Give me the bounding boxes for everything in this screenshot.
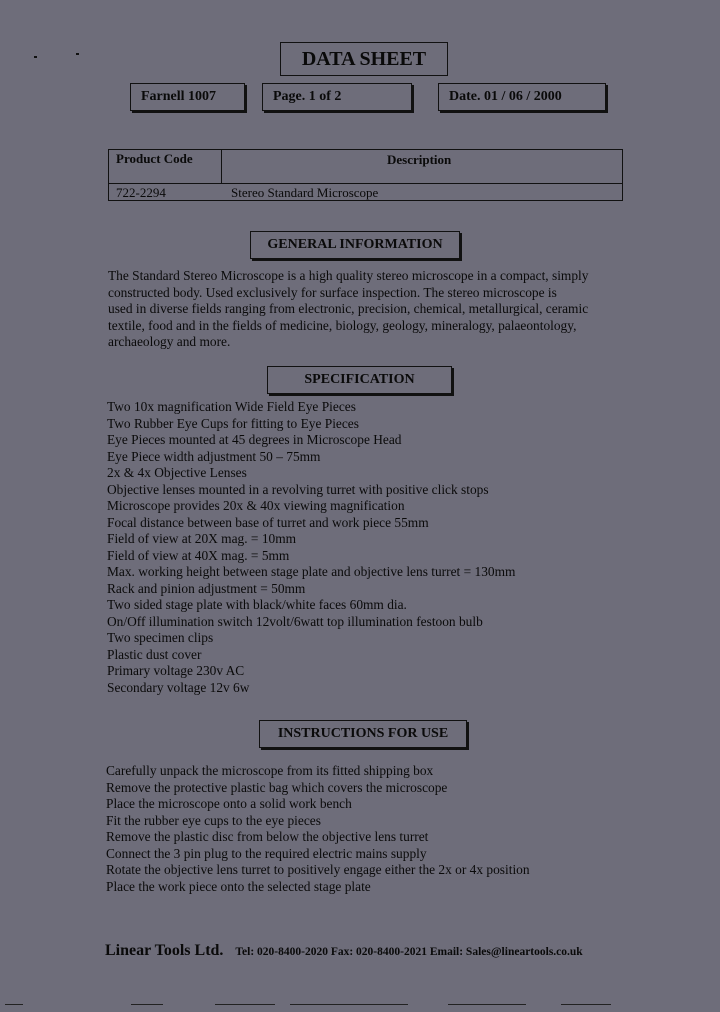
list-item: Secondary voltage 12v 6w bbox=[107, 679, 250, 695]
list-item: Eye Piece width adjustment 50 – 75mm bbox=[107, 448, 321, 464]
list-item: Primary voltage 230v AC bbox=[107, 663, 245, 678]
list-item: Max. working height between stage plate and objective lens turret = 130mm bbox=[107, 564, 516, 579]
list-item: 2x & 4x Objective Lenses bbox=[107, 465, 247, 480]
date-box: Date. 01 / 06 / 2000 bbox=[438, 83, 606, 111]
list-item: Carefully unpack the microscope from its fitted shipping box bbox=[106, 763, 434, 778]
specification-list bbox=[107, 399, 515, 696]
list-item: Rotate the objective lens turret to positively engage either the 2x or 4x position bbox=[106, 862, 530, 877]
scan-speck bbox=[76, 53, 79, 55]
footer-rule bbox=[131, 1004, 163, 1005]
table-column-divider bbox=[221, 150, 222, 183]
list-item: Place the microscope onto a solid work bench bbox=[106, 796, 352, 811]
description-header: Description bbox=[387, 152, 452, 167]
table-row-divider bbox=[109, 183, 622, 184]
footer-rule bbox=[215, 1004, 275, 1005]
product-code-cell: 722-2294 bbox=[116, 185, 166, 200]
list-item: Plastic dust cover bbox=[107, 646, 202, 662]
scan-speck bbox=[34, 56, 37, 58]
list-item: Place the work piece onto the selected stage plate bbox=[106, 878, 371, 894]
list-item: Objective lenses mounted in a revolving turret with positive click stops bbox=[107, 481, 489, 497]
text-line: used in diverse fields ranging from electronic, precision, chemical, metallurgical, ceramic bbox=[108, 301, 589, 316]
footer-rule bbox=[448, 1004, 526, 1005]
product-code-header: Product Code bbox=[116, 151, 193, 166]
footer-rule bbox=[290, 1004, 408, 1005]
list-item: Two 10x magnification Wide Field Eye Pieces bbox=[107, 399, 356, 414]
text-line: textile, food and in the fields of medicine, biology, geology, mineralogy, palaeontology, bbox=[108, 317, 577, 333]
footer bbox=[105, 942, 583, 960]
product-table bbox=[108, 149, 623, 201]
company-name: Linear Tools Ltd. bbox=[105, 942, 224, 959]
list-item: Rack and pinion adjustment = 50mm bbox=[107, 580, 306, 596]
list-item: Field of view at 40X mag. = 5mm bbox=[107, 547, 290, 563]
description-cell: Stereo Standard Microscope bbox=[231, 185, 379, 200]
list-item: Eye Pieces mounted at 45 degrees in Microscope Head bbox=[107, 432, 402, 447]
list-item: Remove the plastic disc from below the objective lens turret bbox=[106, 829, 429, 844]
list-item: Two Rubber Eye Cups for fitting to Eye Pieces bbox=[107, 415, 359, 431]
list-item: Microscope provides 20x & 40x viewing magnification bbox=[107, 498, 405, 513]
list-item: Two sided stage plate with black/white faces 60mm dia. bbox=[107, 597, 407, 612]
list-item: On/Off illumination switch 12volt/6watt top illumination festoon bulb bbox=[107, 613, 483, 629]
specification-heading: SPECIFICATION bbox=[267, 366, 452, 394]
text-line: archaeology and more. bbox=[108, 334, 231, 349]
text-line: The Standard Stereo Microscope is a high quality stereo microscope in a compact, simply bbox=[108, 268, 589, 283]
footer-rule bbox=[5, 1004, 23, 1005]
list-item: Focal distance between base of turret and work piece 55mm bbox=[107, 514, 429, 530]
contact-details: Tel: 020-8400-2020 Fax: 020-8400-2021 Email: Sales@lineartools.co.uk bbox=[235, 946, 583, 958]
instructions-heading: INSTRUCTIONS FOR USE bbox=[259, 720, 467, 748]
general-information-text bbox=[108, 268, 638, 351]
page-title: DATA SHEET bbox=[280, 42, 448, 76]
list-item: Remove the protective plastic bag which covers the microscope bbox=[106, 779, 448, 795]
text-line: constructed body. Used exclusively for surface inspection. The stereo microscope is bbox=[108, 284, 557, 300]
list-item: Fit the rubber eye cups to the eye pieces bbox=[106, 812, 321, 828]
footer-rule bbox=[561, 1004, 611, 1005]
reference-box: Farnell 1007 bbox=[130, 83, 245, 111]
instructions-list bbox=[106, 763, 530, 895]
list-item: Connect the 3 pin plug to the required electric mains supply bbox=[106, 845, 427, 861]
list-item: Field of view at 20X mag. = 10mm bbox=[107, 531, 297, 546]
general-information-heading: GENERAL INFORMATION bbox=[250, 231, 460, 259]
page-number-box: Page. 1 of 2 bbox=[262, 83, 412, 111]
list-item: Two specimen clips bbox=[107, 630, 214, 645]
